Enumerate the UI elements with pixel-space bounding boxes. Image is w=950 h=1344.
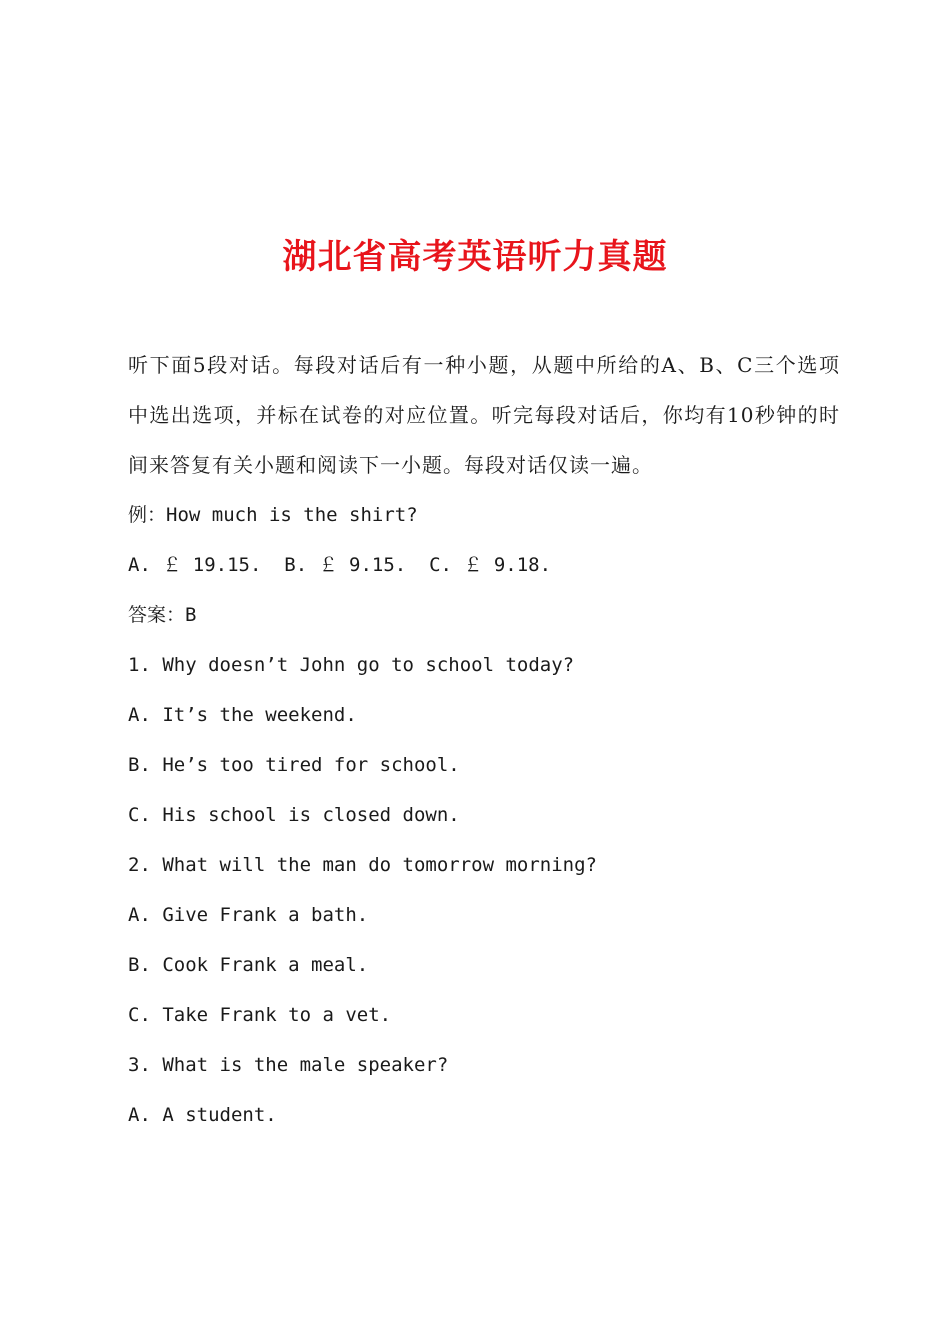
question-3: 3. What is the male speaker? <box>128 1054 449 1076</box>
page-title: 湖北省高考英语听力真题 <box>282 236 668 277</box>
question-1-option-b: B. He’s too tired for school. <box>128 754 460 776</box>
question-3-option-a: A. A student. <box>128 1104 277 1126</box>
question-1: 1. Why doesn’t John go to school today? <box>128 654 575 676</box>
example-answer: 答案：B <box>128 604 197 626</box>
question-2-option-b: B. Cook Frank a meal. <box>128 954 369 976</box>
question-2-option-a: A. Give Frank a bath. <box>128 904 369 926</box>
question-2: 2. What will the man do tomorrow morning? <box>128 854 597 876</box>
example-question: 例：How much is the shirt? <box>128 504 418 526</box>
question-2-option-c: C. Take Frank to a vet. <box>128 1004 392 1026</box>
example-options: A. ￡ 19.15. B. ￡ 9.15. C. ￡ 9.18. <box>128 554 552 576</box>
question-1-option-c: C. His school is closed down. <box>128 804 460 826</box>
question-1-option-a: A. It’s the weekend. <box>128 704 357 726</box>
question-list <box>128 490 840 1140</box>
instructions-paragraph: 听下面5段对话。每段对话后有一种小题，从题中所给的A、B、C三个选项中选出选项，并标在试卷的对应位置。听完每段对话后，你均有10秒钟的时间来答复有关小题和阅读下一小题。每段对话仅读一遍。 <box>128 353 840 477</box>
